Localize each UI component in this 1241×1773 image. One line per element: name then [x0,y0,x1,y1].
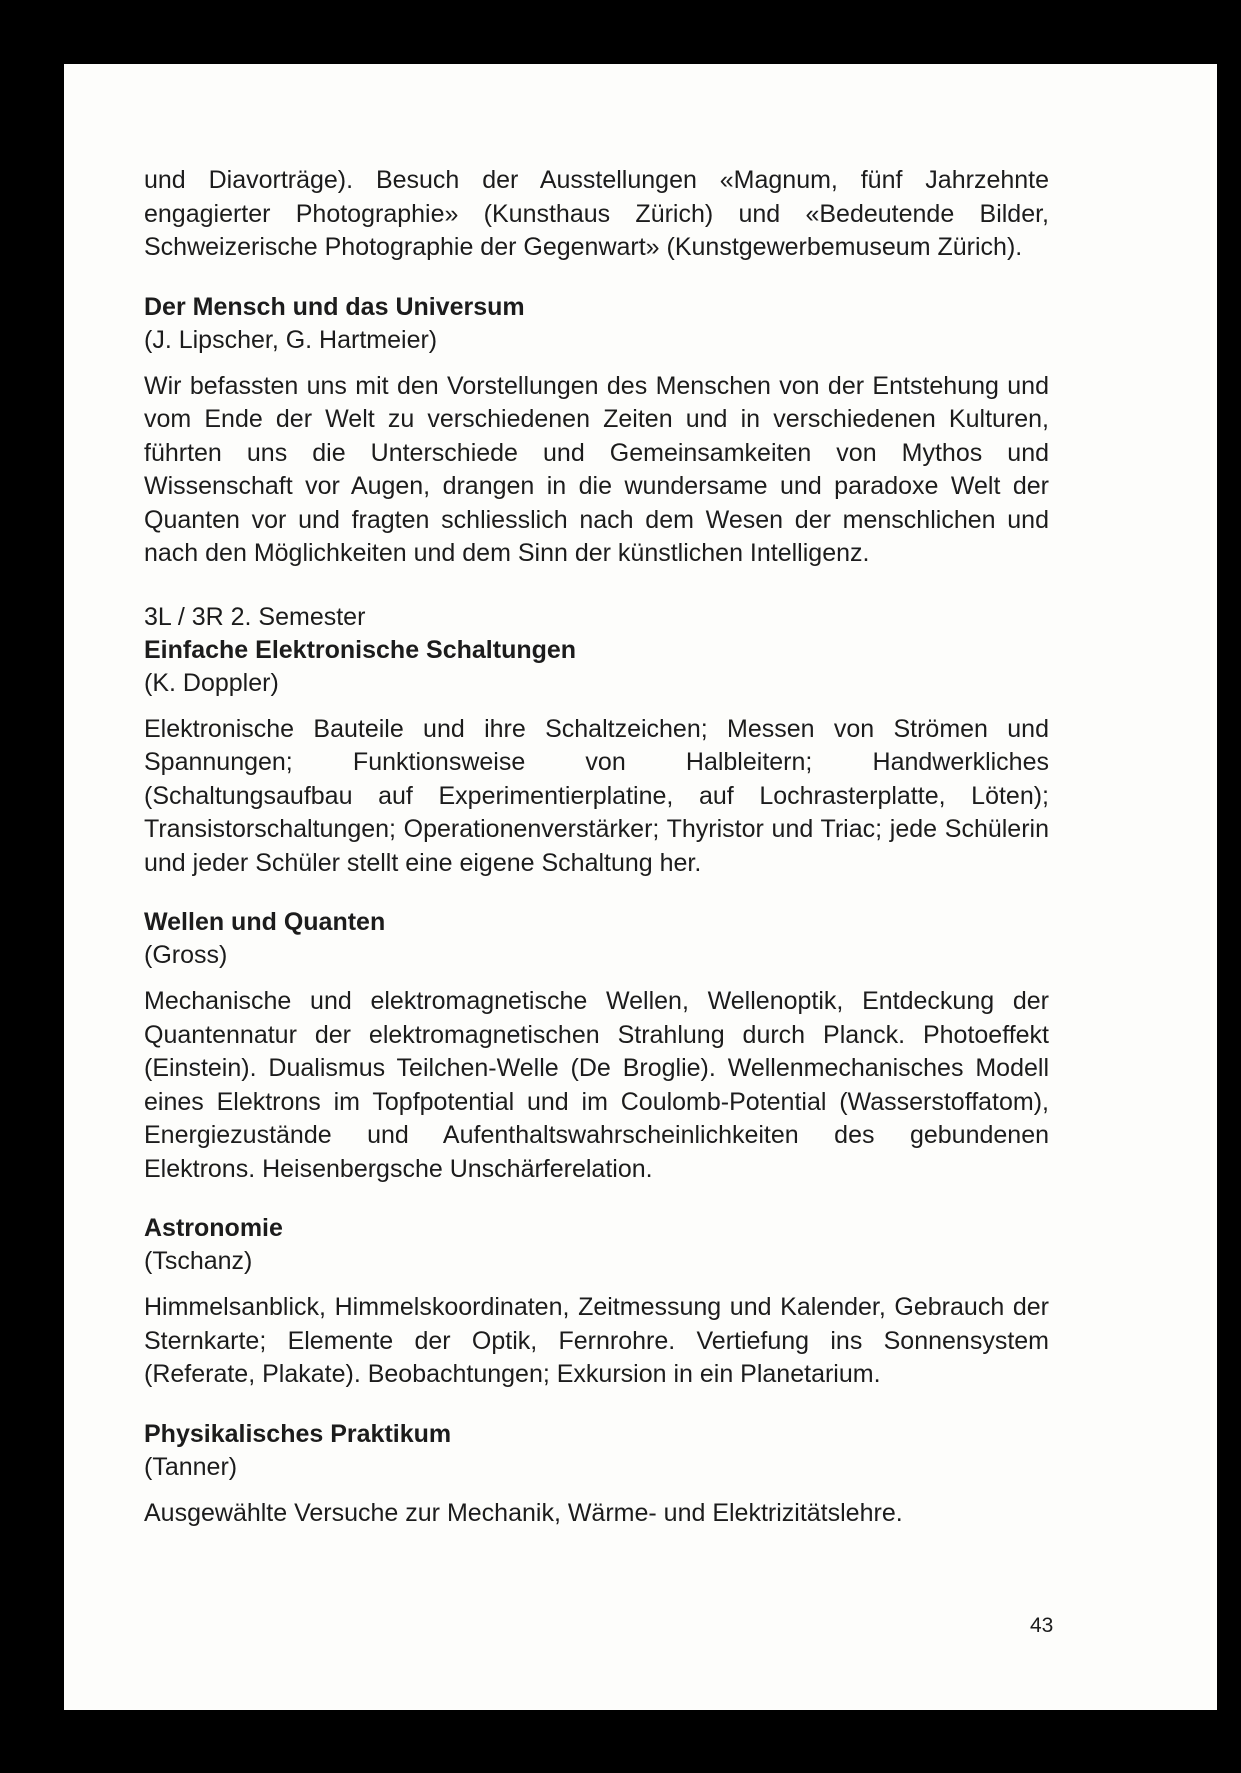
section-body: Ausgewählte Versuche zur Mechanik, Wärme- und Elektrizitätslehre. [144,1498,903,1527]
section-body: Mechanische und elektromagnetische Wellen, Wellenoptik, Entdeckung der Quantennatur der elektromagnetischen Strahlung durch Planck. Photoeffekt (Einstein). Dualismus Teilchen-Welle (De Broglie). Wellenmechanisches Modell eines Elektrons im Topfpotential und im Coulomb-Potential (Wasserstoffatom), Energiezustände und Aufenthaltswahrscheinlichkeiten des gebundenen Elektrons. Heisenbergsche Unschärferelation. [144,987,1049,1183]
section-author: (K. Doppler) [144,668,279,697]
section-body: Elektronische Bauteile und ihre Schaltzeichen; Messen von Strömen und Spannungen; Funktionsweise von Halbleitern; Handwerkliches (Schaltungsaufbau auf Experimentierplatine, auf Lochrasterplatte, Löten); Transistorschaltungen; Operationenverstärker; Thyristor und Triac; jede Schülerin und jeder Schüler stellt eine eigene Schaltung her. [144,714,1049,877]
semester-label: 3L / 3R 2. Semester [144,602,366,631]
section-author: (J. Lipscher, G. Hartmeier) [144,325,438,354]
section-physikalisches-praktikum [144,1418,1049,1531]
section-author: (Tanner) [144,1452,238,1481]
section-elektronische-schaltungen [144,634,1049,881]
section-body: Wir befassten uns mit den Vorstellungen des Menschen von der Entstehung und vom Ende der Welt zu verschiedenen Zeiten und in verschiedenen Kulturen, führten uns die Unterschiede und Gemeinsamkeiten von Mythos und Wissenschaft vor Augen, drangen in die wundersame und paradoxe Welt der Quanten vor und fragten schliesslich nach dem Wesen der menschlichen und nach den Möglichkeiten und dem Sinn der künstlichen Intelligenz. [144,371,1049,567]
section-wellen-quanten [144,906,1049,1186]
section-title: Wellen und Quanten [144,908,386,936]
intro-paragraph: und Diavorträge). Besuch der Ausstellungen «Magnum, fünf Jahrzehnte engagierter Photographie» (Kunsthaus Zürich) und «Bedeutende Bilder, Schweizerische Photographie der Gegenwart» (Kunstgewerbemuseum Zürich). [144,166,1049,261]
section-author: (Gross) [144,941,228,969]
section-body: Himmelsanblick, Himmelskoordinaten, Zeitmessung und Kalender, Gebrauch der Sternkarte; Elemente der Optik, Fernrohre. Vertiefung ins Sonnensystem (Referate, Plakate). Beobachtungen; Exkursion in ein Planetarium. [144,1293,1049,1388]
section-author: (Tschanz) [144,1247,253,1275]
document-page [64,64,1217,1710]
section-astronomie [144,1212,1049,1392]
page-content [144,164,1049,1530]
section-title: Astronomie [144,1214,283,1242]
section-title: Physikalisches Praktikum [144,1419,452,1448]
page-number: 43 [1030,1614,1054,1637]
section-title: Einfache Elektronische Schaltungen [144,635,577,664]
section-title: Der Mensch und das Universum [144,292,525,321]
section-mensch-universum [144,291,1049,571]
